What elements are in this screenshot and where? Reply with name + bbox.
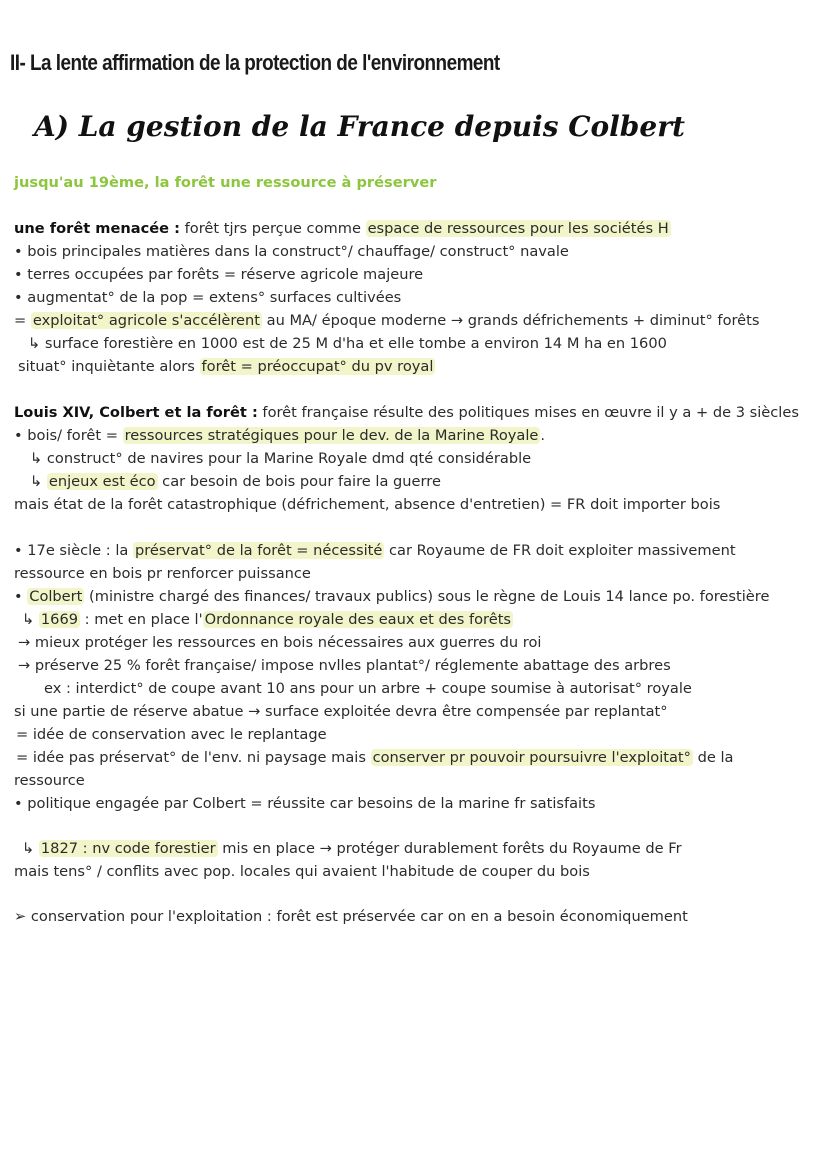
text-line <box>16 748 733 768</box>
highlight: préservat° de la forêt = nécessité <box>134 542 383 559</box>
line-text: = <box>14 312 31 329</box>
bold-lead: Louis XIV, Colbert et la forêt : <box>14 404 258 421</box>
line-text: mis en place → protéger durablement forêts du Royaume de Fr <box>217 840 682 857</box>
text-line <box>18 357 435 377</box>
text-line: ↳ construct° de navires pour la Marine Royale dmd qté considérable <box>30 450 532 467</box>
line-text: • bois/ forêt = <box>14 427 123 444</box>
conclusion-line: ➢ conservation pour l'exploitation : forêt est préservée car on en a besoin économiquement <box>14 908 688 925</box>
line-text: • <box>14 588 28 605</box>
highlight: Colbert <box>29 588 83 605</box>
line-text: forêt tjrs perçue comme <box>180 220 366 237</box>
text-line <box>14 426 545 446</box>
section-subtitle: A) La gestion de la France depuis Colbert <box>34 110 685 143</box>
highlight: conserver pr pouvoir poursuivre l'exploitat° <box>372 749 691 766</box>
text-line <box>14 219 671 239</box>
text-line: si une partie de réserve abatue → surface exploitée devra être compensée par replantat° <box>14 703 668 720</box>
green-heading: jusqu'au 19ème, la forêt une ressource à préserver <box>14 174 437 191</box>
line-text: ↳ <box>30 473 47 490</box>
page-title: II- La lente affirmation de la protection de l'environnement <box>10 50 500 75</box>
bold-lead: une forêt menacée : <box>14 220 180 237</box>
line-text: • 17e siècle : la <box>14 542 133 559</box>
highlight: 1827 : nv code forestier <box>40 840 216 857</box>
highlight: 1669 <box>40 611 79 628</box>
text-line: • bois principales matières dans la construct°/ chauffage/ construct° navale <box>14 243 569 260</box>
text-line <box>22 610 513 630</box>
text-line <box>22 839 682 859</box>
text-line: → préserve 25 % forêt française/ impose nvlles plantat°/ réglemente abattage des arbres <box>18 657 671 674</box>
text-line <box>14 541 736 561</box>
highlight: ressources stratégiques pour le dev. de la Marine Royale <box>124 427 539 444</box>
text-line: = idée de conservation avec le replantage <box>16 726 327 743</box>
text-line: ressource en bois pr renforcer puissance <box>14 565 311 582</box>
line-text: : met en place l' <box>80 611 203 628</box>
text-line: ex : interdict° de coupe avant 10 ans pour un arbre + coupe soumise à autorisat° royale <box>44 680 692 697</box>
text-line: mais état de la forêt catastrophique (défrichement, absence d'entretien) = FR doit importer bois <box>14 496 721 513</box>
text-line: → mieux protéger les ressources en bois nécessaires aux guerres du roi <box>18 634 542 651</box>
highlight: enjeux est éco <box>48 473 156 490</box>
line-text: car besoin de bois pour faire la guerre <box>157 473 441 490</box>
highlight: espace de ressources pour les sociétés H <box>367 220 669 237</box>
line-text: ↳ <box>22 611 39 628</box>
text-line: • politique engagée par Colbert = réussite car besoins de la marine fr satisfaits <box>14 795 596 812</box>
text-line <box>30 472 441 492</box>
highlight: forêt = préoccupat° du pv royal <box>201 358 434 375</box>
text-line <box>14 587 769 607</box>
highlight: Ordonnance royale des eaux et des forêts <box>204 611 512 628</box>
line-text: au MA/ époque moderne → grands défrichements + diminut° forêts <box>262 312 760 329</box>
line-text: (ministre chargé des finances/ travaux publics) sous le règne de Louis 14 lance po. forestière <box>84 588 770 605</box>
line-text: forêt française résulte des politiques mises en œuvre il y a + de 3 siècles <box>257 404 799 421</box>
text-line: ↳ surface forestière en 1000 est de 25 M d'ha et elle tombe a environ 14 M ha en 1600 <box>28 335 667 352</box>
line-text: situat° inquiètante alors <box>18 358 200 375</box>
text-line: ressource <box>14 772 85 789</box>
highlight: exploitat° agricole s'accélèrent <box>32 312 260 329</box>
line-text: de la <box>692 749 734 766</box>
line-text: . <box>540 427 546 444</box>
line-text: ↳ <box>22 840 39 857</box>
text-line <box>14 311 759 331</box>
text-line <box>14 403 799 423</box>
line-text: = idée pas préservat° de l'env. ni paysage mais <box>16 749 371 766</box>
text-line: • augmentat° de la pop = extens° surfaces cultivées <box>14 289 402 306</box>
text-line: mais tens° / conflits avec pop. locales qui avaient l'habitude de couper du bois <box>14 863 590 880</box>
line-text: car Royaume de FR doit exploiter massivement <box>384 542 736 559</box>
text-line: • terres occupées par forêts = réserve agricole majeure <box>14 266 424 283</box>
